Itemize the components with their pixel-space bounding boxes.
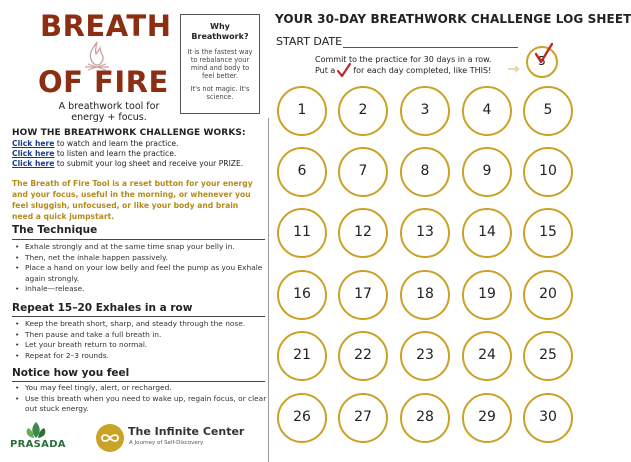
day-circle-21[interactable]: 21 — [277, 331, 327, 381]
day-circle-28[interactable]: 28 — [400, 393, 450, 443]
submit-text: to submit your log sheet and receive your PRIZE. — [54, 159, 244, 168]
why-body: It is the fastest way to rebalance your mind and body to feel better. — [187, 48, 253, 80]
section-title-notice: Notice how you feel — [12, 367, 130, 379]
list-item: • Repeat for 2–3 rounds. — [14, 351, 269, 362]
prasada-logo-text: PRASADA — [10, 439, 66, 450]
day-circle-6[interactable]: 6 — [277, 147, 327, 197]
day-circle-19[interactable]: 19 — [462, 270, 512, 320]
commit-line-1: Commit to the practice for 30 days in a row. — [315, 55, 492, 64]
start-date-field[interactable] — [343, 47, 518, 48]
section-divider — [12, 239, 265, 240]
list-item: • Exhale strongly and at the same time snap your belly in. — [14, 242, 269, 253]
day-circle-27[interactable]: 27 — [338, 393, 388, 443]
why-title: Why Breathwork? — [191, 22, 249, 41]
list-item: • Use this breath when you need to wake up, regain focus, or clear out stuck energy. — [14, 394, 269, 415]
day-circle-1[interactable]: 1 — [277, 86, 327, 136]
section-divider — [12, 381, 265, 382]
list-item: • Then, net the inhale happen passively. — [14, 253, 269, 264]
commit-put-a: Put a — [315, 66, 336, 75]
list-item: • Let your breath return to normal. — [14, 340, 269, 351]
example-day-number: 5 — [538, 54, 546, 68]
day-circle-14[interactable]: 14 — [462, 208, 512, 258]
why-breathwork-box — [180, 14, 260, 114]
section-title-repeat: Repeat 15–20 Exhales in a row — [12, 302, 193, 314]
day-circle-7[interactable]: 7 — [338, 147, 388, 197]
watch-link[interactable]: Click here — [12, 139, 55, 148]
list-item: • Inhale—release. — [14, 284, 269, 295]
repeat-list — [14, 319, 269, 361]
how-line-submit — [12, 159, 243, 168]
list-item: • You may feel tingly, alert, or recharged. — [14, 383, 269, 394]
day-circle-11[interactable]: 11 — [277, 208, 327, 258]
list-item: • Keep the breath short, sharp, and steady through the nose. — [14, 319, 269, 330]
day-circle-4[interactable]: 4 — [462, 86, 512, 136]
submit-link[interactable]: Click here — [12, 159, 55, 168]
day-circle-8[interactable]: 8 — [400, 147, 450, 197]
day-circle-16[interactable]: 16 — [277, 270, 327, 320]
subtitle: A breathwork tool for energy + focus. — [58, 101, 160, 123]
start-date-label: START DATE — [276, 35, 343, 48]
day-circle-30[interactable]: 30 — [523, 393, 573, 443]
list-item: • Place a hand on your low belly and feel the pump as you Exhale again strongly. — [14, 263, 269, 284]
listen-link[interactable]: Click here — [12, 149, 55, 158]
how-line-watch — [12, 139, 178, 148]
checkmark-icon — [336, 62, 352, 78]
title-breath: BREATH — [40, 9, 172, 43]
day-circle-24[interactable]: 24 — [462, 331, 512, 381]
notice-list — [14, 383, 269, 415]
day-circle-2[interactable]: 2 — [338, 86, 388, 136]
day-circle-18[interactable]: 18 — [400, 270, 450, 320]
pointing-hand-icon — [507, 63, 521, 75]
infinite-center-tagline: A Journey of Self-Discovery — [129, 440, 204, 446]
watch-text: to watch and learn the practice. — [54, 139, 179, 148]
example-checkmark-icon — [530, 40, 558, 68]
section-divider — [12, 316, 265, 317]
day-circle-26[interactable]: 26 — [277, 393, 327, 443]
day-circle-23[interactable]: 23 — [400, 331, 450, 381]
commit-rest: for each day completed, like THIS! — [353, 66, 492, 75]
how-line-listen — [12, 149, 176, 158]
day-circle-5[interactable]: 5 — [523, 86, 573, 136]
day-circle-29[interactable]: 29 — [462, 393, 512, 443]
day-circle-22[interactable]: 22 — [338, 331, 388, 381]
infinite-center-name: The Infinite Center — [128, 425, 245, 438]
column-divider — [268, 118, 269, 462]
intro-paragraph: The Breath of Fire Tool is a reset button for your energy and your focus, useful in the morning, or whenever you feel sluggish, unfocused, or like your body and brain need a quick jumpstart. — [12, 179, 253, 221]
day-circle-25[interactable]: 25 — [523, 331, 573, 381]
section-title-technique: The Technique — [12, 224, 98, 236]
day-circle-20[interactable]: 20 — [523, 270, 573, 320]
technique-list — [14, 242, 269, 295]
list-item: • Then pause and take a full breath in. — [14, 330, 269, 341]
log-sheet-title: YOUR 30-DAY BREATHWORK CHALLENGE LOG SHEET — [275, 12, 631, 26]
day-circle-17[interactable]: 17 — [338, 270, 388, 320]
day-circle-13[interactable]: 13 — [400, 208, 450, 258]
day-circle-9[interactable]: 9 — [462, 147, 512, 197]
infinite-center-logo-icon — [96, 424, 124, 452]
day-circle-15[interactable]: 15 — [523, 208, 573, 258]
why-note: It's not magic. It's science. — [190, 85, 250, 101]
title-of-fire: OF FIRE — [38, 65, 169, 99]
day-circle-12[interactable]: 12 — [338, 208, 388, 258]
listen-text: to listen and learn the practice. — [54, 149, 177, 158]
how-it-works-title: HOW THE BREATHWORK CHALLENGE WORKS: — [12, 128, 246, 138]
day-circle-10[interactable]: 10 — [523, 147, 573, 197]
day-circle-3[interactable]: 3 — [400, 86, 450, 136]
